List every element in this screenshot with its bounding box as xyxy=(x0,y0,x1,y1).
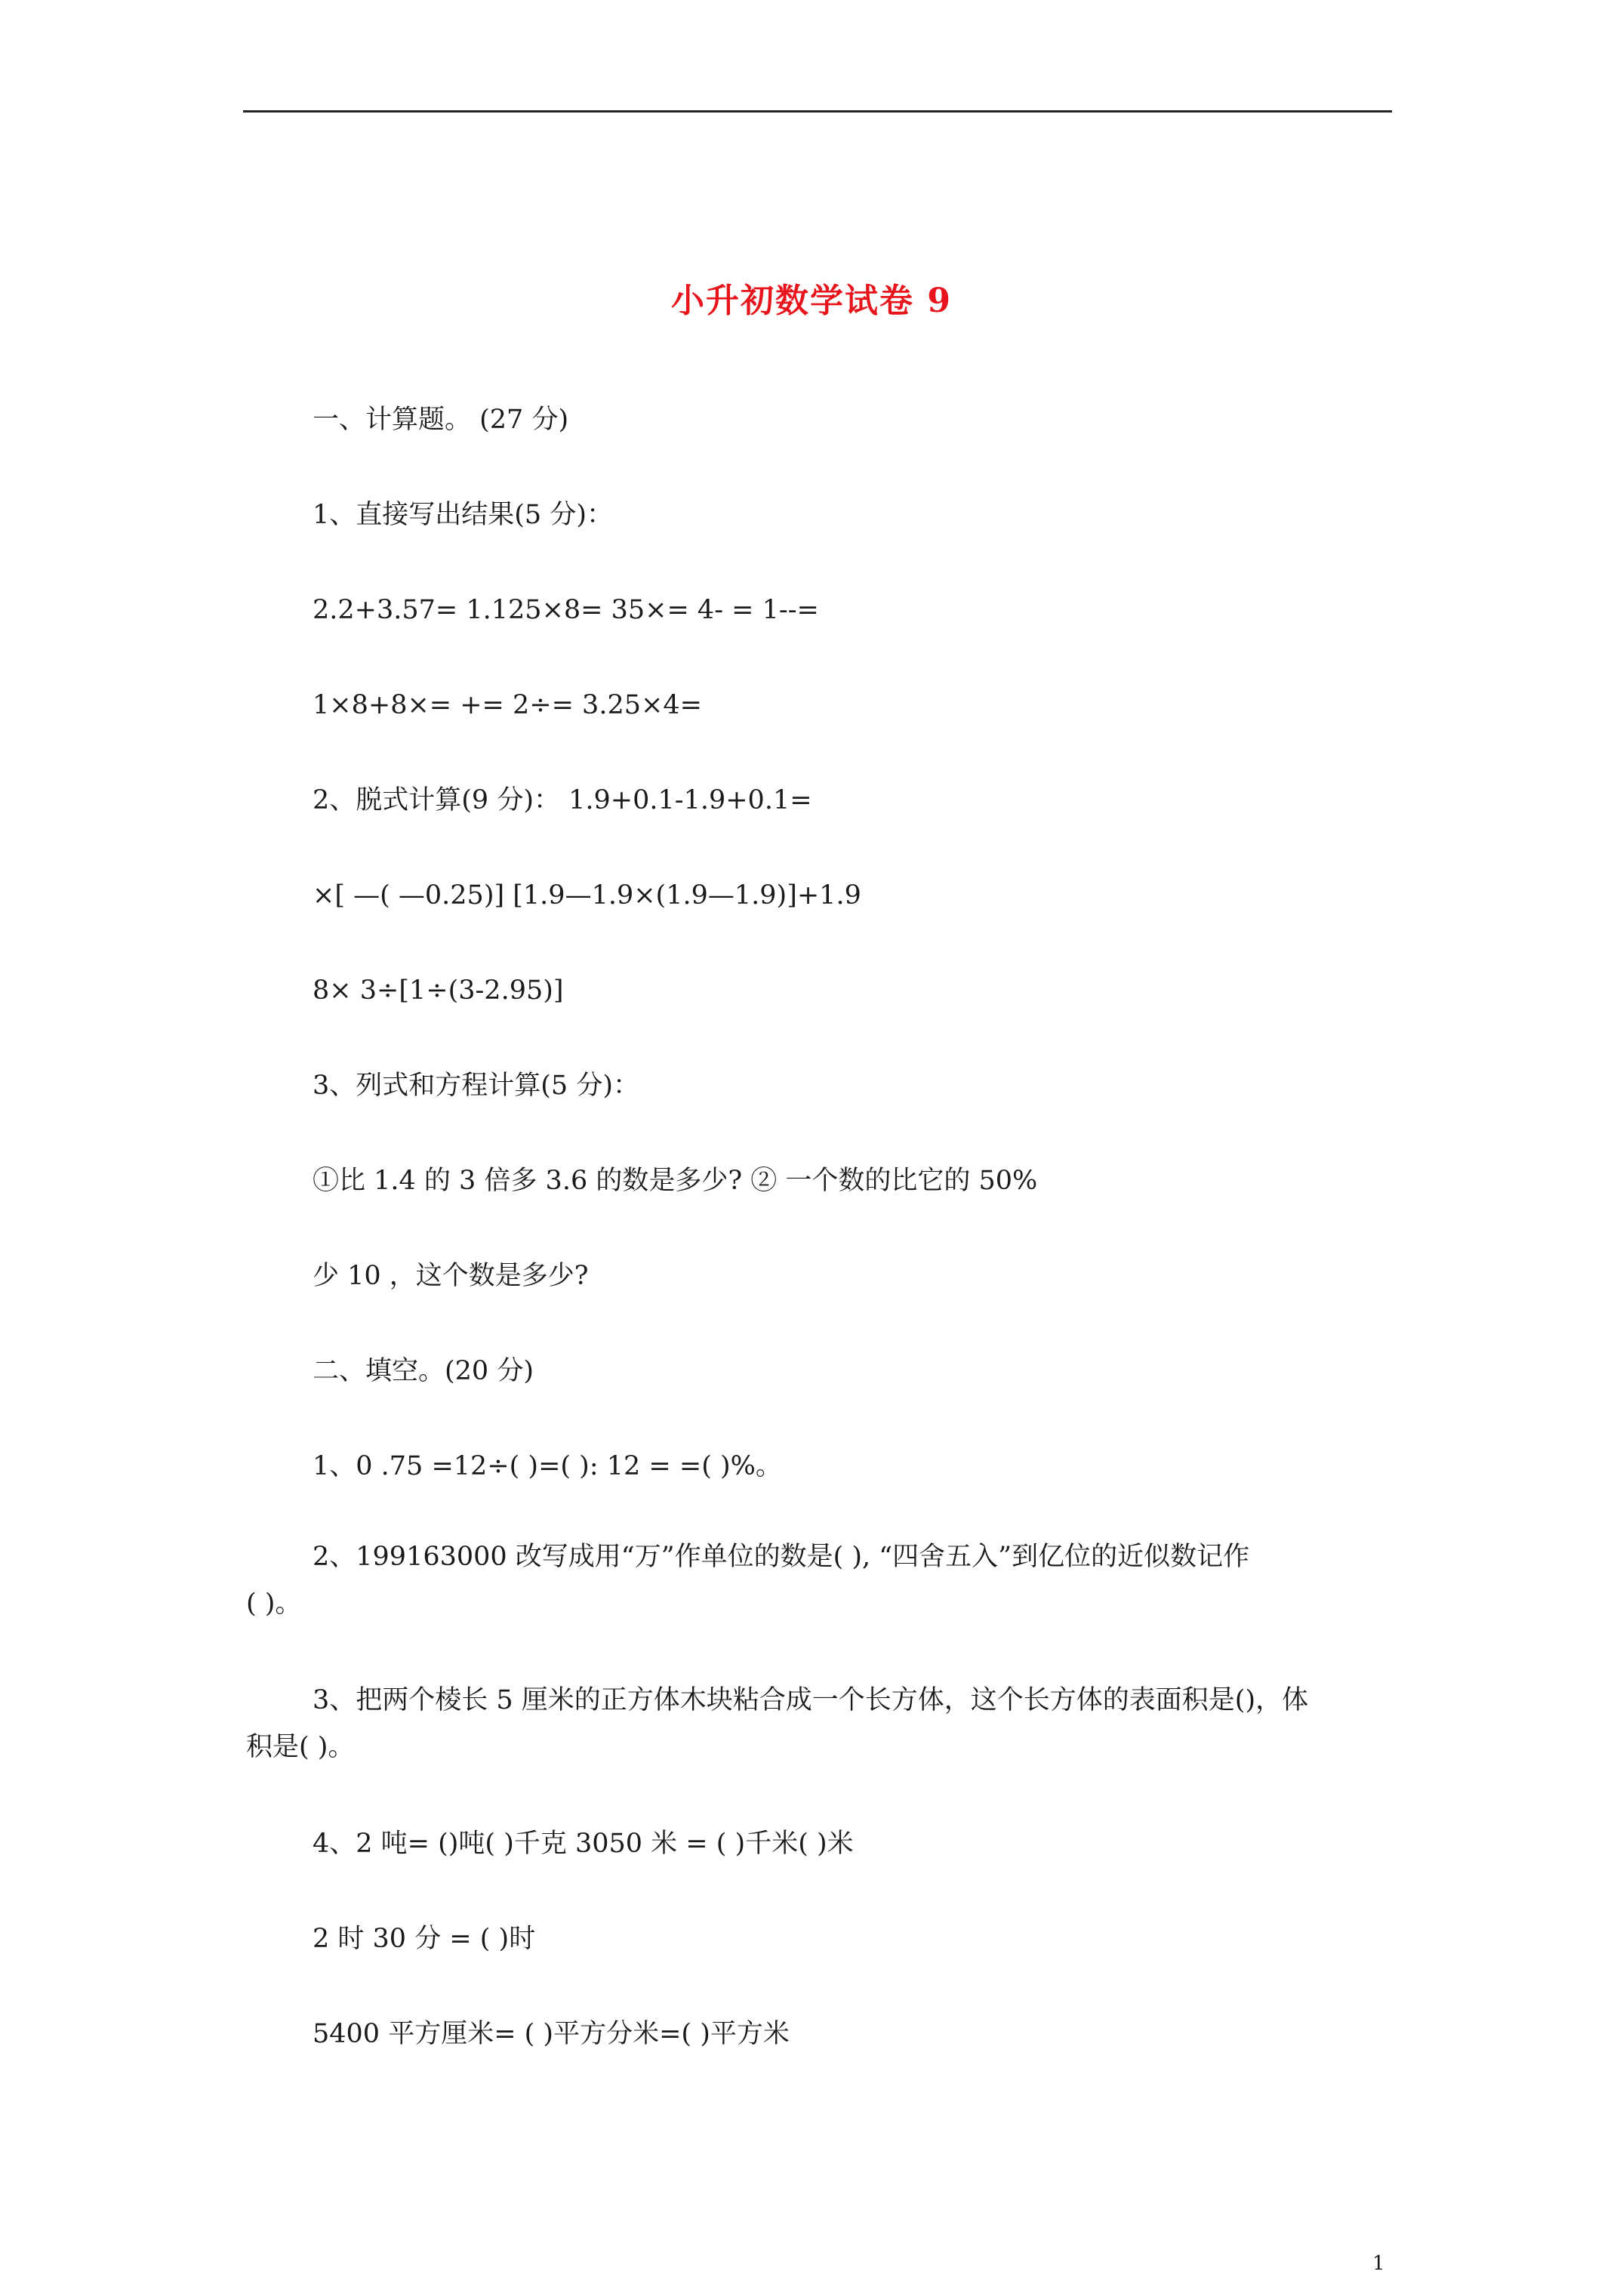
question-1-1-heading: 1、直接写出结果(5 分)： xyxy=(313,500,613,530)
question-1-2-heading: 2、脱式计算(9 分)： 1.9+0.1-1.9+0.1= xyxy=(313,785,812,815)
question-2-3-line-2: 积是( )。 xyxy=(246,1732,355,1762)
question-2-3-line-1: 3、把两个棱长 5 厘米的正方体木块粘合成一个长方体，这个长方体的表面积是()，体 xyxy=(313,1685,1309,1715)
question-1-2-line-2: 8× 3÷[1÷(3-2.95)] xyxy=(313,975,564,1006)
question-2-4-line-1: 4、2 吨= ()吨( )千克 3050 米 = ( )千米( )米 xyxy=(313,1829,854,1859)
header-rule xyxy=(243,110,1392,112)
question-1-2-line-1: ×[ —( —0.25)] [1.9—1.9×(1.9—1.9)]+1.9 xyxy=(313,880,861,911)
question-2-2-line-2: ( )。 xyxy=(246,1589,302,1619)
question-2-4-line-3: 5400 平方厘米= ( )平方分米=( )平方米 xyxy=(313,2019,790,2049)
page-number: 1 xyxy=(1372,2252,1385,2275)
question-1-3-heading: 3、列式和方程计算(5 分)： xyxy=(313,1071,639,1101)
question-1-3-line-1: ①比 1.4 的 3 倍多 3.6 的数是多少? ② 一个数的比它的 50% xyxy=(313,1166,1038,1196)
question-2-1: 1、0 .75 =12÷( )=( ): 12 = =( )%。 xyxy=(313,1451,782,1481)
question-1-1-line-2: 1×8+8×= += 2÷= 3.25×4= xyxy=(313,690,702,720)
question-1-1-line-1: 2.2+3.57= 1.125×8= 35×= 4- = 1--= xyxy=(313,595,819,625)
question-1-3-line-2: 少 10 ，这个数是多少? xyxy=(313,1261,589,1291)
document-title: 小升初数学试卷 9 xyxy=(671,282,952,320)
section-1-heading: 一、计算题。 (27 分) xyxy=(313,405,569,435)
section-2-heading: 二、填空。(20 分) xyxy=(313,1356,534,1386)
question-2-4-line-2: 2 时 30 分 = ( )时 xyxy=(313,1924,536,1954)
question-2-2-line-1: 2、199163000 改写成用“万”作单位的数是( ), “四舍五入”到亿位的近似数记作 xyxy=(313,1542,1250,1572)
